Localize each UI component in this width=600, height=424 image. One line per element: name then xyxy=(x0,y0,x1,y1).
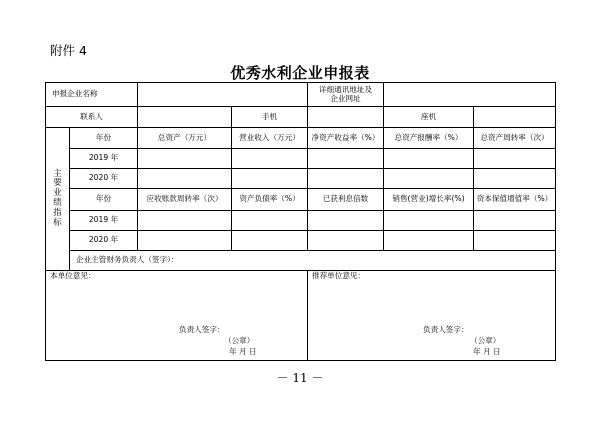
metric-value-cell[interactable] xyxy=(308,231,384,251)
contact-label: 联系人 xyxy=(46,107,138,128)
attachment-label: 附件 4 xyxy=(50,43,87,58)
recommend-opinion-box[interactable] xyxy=(308,271,556,361)
opinion-row xyxy=(46,271,556,361)
performance-section-label: 主 要 业 绩 指 标 xyxy=(46,128,70,271)
metrics-year-row xyxy=(46,169,556,189)
metric-header: 总资产报酬率（%） xyxy=(384,128,474,149)
metric-value-cell[interactable] xyxy=(138,169,232,189)
year-header: 年份 xyxy=(70,128,138,149)
metric-value-cell[interactable] xyxy=(308,149,384,169)
metric-value-cell[interactable] xyxy=(474,231,556,251)
unit-opinion-box[interactable] xyxy=(46,271,308,361)
contact-value[interactable] xyxy=(138,107,232,128)
metric-value-cell[interactable] xyxy=(308,169,384,189)
metric-header: 总资产（万元） xyxy=(138,128,232,149)
metric-header: 销售(营业)增长率(%) xyxy=(384,189,474,211)
fax-value[interactable] xyxy=(474,107,556,128)
year-label: 2019 年 xyxy=(70,149,138,169)
metric-value-cell[interactable] xyxy=(138,231,232,251)
recommend-date-label: 年 月 日 xyxy=(473,347,501,356)
phone-value[interactable] xyxy=(308,107,384,128)
metric-value-cell[interactable] xyxy=(308,211,384,231)
company-name-value[interactable] xyxy=(138,83,308,107)
year-label: 2020 年 xyxy=(70,169,138,189)
metrics-header-row-2 xyxy=(46,189,556,211)
company-name-label: 申报企业名称 xyxy=(46,83,138,107)
metric-value-cell[interactable] xyxy=(384,231,474,251)
metric-value-cell[interactable] xyxy=(232,149,308,169)
phone-label: 手机 xyxy=(232,107,308,128)
unit-date-label: 年 月 日 xyxy=(229,347,257,356)
unit-signature-label: 负责人签字： xyxy=(179,325,225,334)
form-title: 优秀水利企业申报表 xyxy=(230,64,370,82)
metrics-header-row-1 xyxy=(46,128,556,149)
metrics-year-row xyxy=(46,149,556,169)
application-form-table xyxy=(45,82,556,361)
metric-header: 资产负债率（%） xyxy=(232,189,308,211)
metric-value-cell[interactable] xyxy=(232,231,308,251)
finance-head-signature[interactable]: 企业主管财务负责人（签字）： xyxy=(70,251,556,271)
metric-value-cell[interactable] xyxy=(474,149,556,169)
unit-opinion-label: 本单位意见： xyxy=(50,271,96,280)
finance-head-row xyxy=(46,251,556,271)
metric-value-cell[interactable] xyxy=(384,149,474,169)
metric-value-cell[interactable] xyxy=(474,211,556,231)
unit-seal-label: （公章） xyxy=(224,336,255,345)
address-value[interactable] xyxy=(384,83,556,107)
metric-header: 应收账款周转率（次） xyxy=(138,189,232,211)
metric-header: 净资产收益率（%） xyxy=(308,128,384,149)
metric-value-cell[interactable] xyxy=(384,169,474,189)
recommend-signature-label: 负责人签字： xyxy=(423,325,469,334)
year-label: 2019 年 xyxy=(70,211,138,231)
recommend-seal-label: （公章） xyxy=(470,336,501,345)
fax-label: 座机 xyxy=(384,107,474,128)
page-number: － 11 － xyxy=(276,371,324,385)
recommend-opinion-label: 推荐单位意见： xyxy=(312,271,366,280)
address-label: 详细通讯地址及 企业网址 xyxy=(308,83,384,107)
metric-header: 资本保值增值率（%） xyxy=(474,189,556,211)
metric-value-cell[interactable] xyxy=(384,211,474,231)
metric-header: 已获利息倍数 xyxy=(308,189,384,211)
metric-value-cell[interactable] xyxy=(232,169,308,189)
company-name-row xyxy=(46,83,556,107)
metric-header: 营业收入（万元） xyxy=(232,128,308,149)
year-header: 年份 xyxy=(70,189,138,211)
metrics-year-row xyxy=(46,231,556,251)
metric-value-cell[interactable] xyxy=(138,149,232,169)
metrics-year-row xyxy=(46,211,556,231)
metric-header: 总资产周转率（次） xyxy=(474,128,556,149)
metric-value-cell[interactable] xyxy=(232,211,308,231)
metric-value-cell[interactable] xyxy=(474,169,556,189)
contact-row xyxy=(46,107,556,128)
year-label: 2020 年 xyxy=(70,231,138,251)
metric-value-cell[interactable] xyxy=(138,211,232,231)
